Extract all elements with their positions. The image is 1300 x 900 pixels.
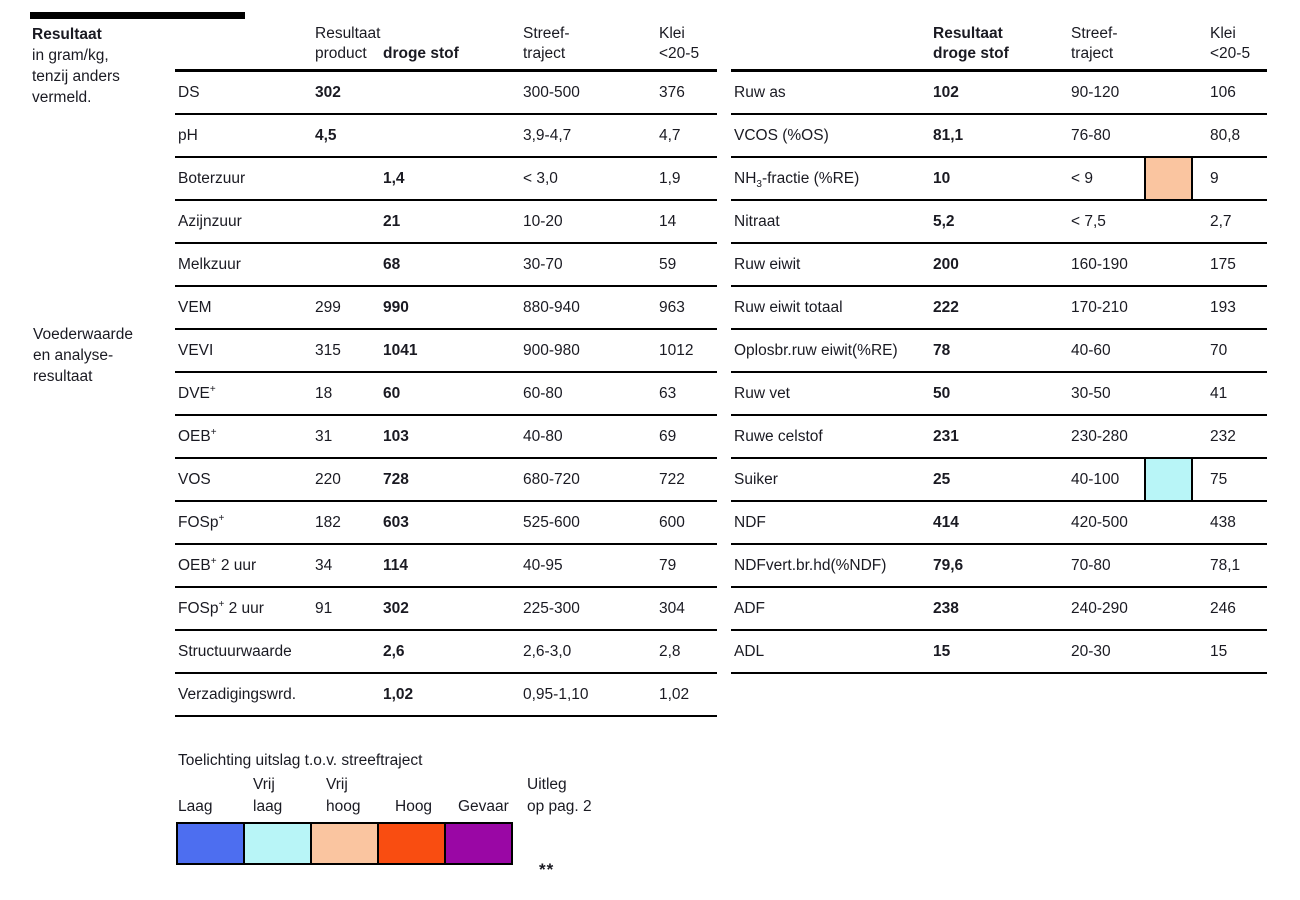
section-label-line: resultaat <box>33 368 93 385</box>
table-row <box>731 115 1267 158</box>
cell-klei: 2,7 <box>1210 213 1232 230</box>
column-header-streef: Streef- traject <box>1071 25 1118 62</box>
cell-klei: 175 <box>1210 256 1236 273</box>
cell-streef: 300-500 <box>523 84 580 101</box>
table-row <box>731 72 1267 115</box>
cell-streef: 230-280 <box>1071 428 1128 445</box>
cell-klei: 15 <box>1210 643 1228 660</box>
cell-klei: 438 <box>1210 514 1236 531</box>
cell-klei: 600 <box>659 514 685 531</box>
table-row <box>731 330 1267 373</box>
row-label: DS <box>178 84 200 101</box>
cell-product: 18 <box>315 385 333 402</box>
row-label: VEVI <box>178 342 214 359</box>
row-label: Melkzuur <box>178 256 241 273</box>
legend-labels <box>176 774 592 818</box>
cell-klei: 106 <box>1210 84 1236 101</box>
table-row <box>731 631 1267 674</box>
cell-droge: 990 <box>383 299 409 316</box>
cell-streef: 225-300 <box>523 600 580 617</box>
cell-klei: 304 <box>659 600 685 617</box>
cell-streef: 2,6-3,0 <box>523 643 572 660</box>
cell-klei: 722 <box>659 471 685 488</box>
cell-streef: 40-100 <box>1071 459 1193 500</box>
cell-streef: 10-20 <box>523 213 563 230</box>
row-label: Ruw as <box>734 84 786 101</box>
cell-result: 222 <box>933 299 959 316</box>
row-label: DVE+ <box>178 383 216 402</box>
table-row <box>731 158 1267 201</box>
cell-product <box>315 674 383 715</box>
cell-droge: 1,02 <box>383 686 414 703</box>
row-label: Ruw vet <box>734 385 790 402</box>
cell-result: 231 <box>933 428 959 445</box>
cell-streef: 40-95 <box>523 557 563 574</box>
table-row <box>175 244 717 287</box>
row-label: Ruw eiwit <box>734 256 801 273</box>
table-row <box>731 287 1267 330</box>
table-row <box>175 631 717 674</box>
left-results-table <box>175 10 717 717</box>
cell-product <box>315 158 383 199</box>
cell-streef: 40-60 <box>1071 342 1111 359</box>
row-label: FOSp+ 2 uur <box>178 598 264 617</box>
cell-klei: 246 <box>1210 600 1236 617</box>
table-row <box>175 158 717 201</box>
cell-streef: 900-980 <box>523 342 580 359</box>
column-header-droge: droge stof <box>383 45 459 62</box>
page-title: Resultaat <box>32 26 102 43</box>
cell-streef: < 9 <box>1071 158 1193 199</box>
table-row <box>175 416 717 459</box>
cell-droge <box>383 115 523 156</box>
column-header-streef: Streef- traject <box>523 25 570 62</box>
column-header-product: Resultaat product <box>315 25 381 62</box>
cell-streef: 60-80 <box>523 385 563 402</box>
cell-result: 25 <box>933 471 951 488</box>
cell-droge: 603 <box>383 514 409 531</box>
cell-result: 102 <box>933 84 959 101</box>
cell-klei: 78,1 <box>1210 557 1241 574</box>
section-label-line: en analyse- <box>33 347 114 364</box>
row-label: $NH_3$-fractie (%RE) <box>734 170 860 191</box>
legend <box>176 750 592 879</box>
row-label: NDFvert.br.hd(%NDF) <box>734 557 887 574</box>
row-label: Ruwe celstof <box>734 428 823 445</box>
cell-streef: 20-30 <box>1071 643 1111 660</box>
column-header-klei: Klei <20-5 <box>659 25 700 62</box>
page-subtitle-line: vermeld. <box>32 89 92 106</box>
legend-label: Laag <box>178 798 213 815</box>
cell-klei: 4,7 <box>659 127 681 144</box>
table-header-row <box>731 10 1267 72</box>
cell-result: 414 <box>933 514 959 531</box>
table-row <box>175 115 717 158</box>
row-label: NDF <box>734 514 766 531</box>
cell-droge: 1041 <box>383 342 418 359</box>
legend-extra-label: Uitleg op pag. 2 <box>527 776 592 815</box>
column-header-label <box>731 10 933 69</box>
cell-product <box>315 201 383 242</box>
table-row <box>731 373 1267 416</box>
cell-droge <box>383 72 523 113</box>
row-label: Ruw eiwit totaal <box>734 299 843 316</box>
cell-streef: 40-80 <box>523 428 563 445</box>
section-label <box>33 324 133 387</box>
table-row <box>175 502 717 545</box>
row-label: Azijnzuur <box>178 213 242 230</box>
row-label: Nitraat <box>734 213 780 230</box>
row-label: Boterzuur <box>178 170 246 187</box>
table-row <box>175 373 717 416</box>
cell-result: 50 <box>933 385 951 402</box>
legend-swatch-gevaar <box>444 822 513 865</box>
cell-droge: 68 <box>383 256 401 273</box>
cell-streef: 420-500 <box>1071 514 1128 531</box>
legend-note-asterisks: ** <box>539 860 555 879</box>
status-flag-vrij-laag <box>1144 457 1193 502</box>
table-row <box>731 459 1267 502</box>
cell-streef: 680-720 <box>523 471 580 488</box>
legend-swatch-laag <box>176 822 245 865</box>
cell-result: 10 <box>933 170 951 187</box>
cell-product: 182 <box>315 514 341 531</box>
table-row <box>731 502 1267 545</box>
cell-streef: 76-80 <box>1071 127 1111 144</box>
legend-swatch-hoog <box>310 822 379 865</box>
cell-klei: 2,8 <box>659 643 681 660</box>
page-subtitle-line: in gram/kg, <box>32 47 109 64</box>
cell-droge: 302 <box>383 600 409 617</box>
cell-klei: 80,8 <box>1210 127 1241 144</box>
row-label: Structuurwaarde <box>178 643 292 660</box>
cell-klei: 232 <box>1210 428 1236 445</box>
cell-klei: 14 <box>659 213 677 230</box>
cell-klei: 963 <box>659 299 685 316</box>
column-header-klei: Klei <20-5 <box>1210 25 1251 62</box>
cell-product: 302 <box>315 84 341 101</box>
cell-streef: 880-940 <box>523 299 580 316</box>
cell-product <box>315 244 383 285</box>
cell-droge: 1,4 <box>383 170 405 187</box>
row-label: Oplosbr.ruw eiwit(%RE) <box>734 342 898 359</box>
cell-klei: 376 <box>659 84 685 101</box>
table-row <box>175 588 717 631</box>
cell-klei: 63 <box>659 385 677 402</box>
table-row <box>175 459 717 502</box>
row-label: VCOS (%OS) <box>734 127 829 144</box>
cell-klei: 1012 <box>659 342 694 359</box>
cell-result: 200 <box>933 256 959 273</box>
cell-streef: 3,9-4,7 <box>523 127 572 144</box>
cell-streef: 240-290 <box>1071 600 1128 617</box>
table-row <box>175 201 717 244</box>
cell-result: 238 <box>933 600 959 617</box>
table-row <box>731 588 1267 631</box>
table-row <box>175 330 717 373</box>
legend-swatch-laag <box>243 822 312 865</box>
page-subtitle-line: tenzij anders <box>32 68 120 85</box>
table-row <box>731 545 1267 588</box>
cell-droge: 728 <box>383 471 409 488</box>
column-header-result: Resultaat droge stof <box>933 25 1009 62</box>
table-row <box>731 416 1267 459</box>
cell-klei: 69 <box>659 428 677 445</box>
status-flag-vrij-hoog <box>1144 156 1193 201</box>
cell-product: 4,5 <box>315 127 337 144</box>
legend-swatches <box>176 822 592 865</box>
row-label: Suiker <box>734 471 778 488</box>
legend-label: Vrij laag <box>253 776 283 815</box>
right-results-table <box>731 10 1267 674</box>
cell-result: 5,2 <box>933 213 955 230</box>
cell-streef: 30-70 <box>523 256 563 273</box>
table-row <box>731 244 1267 287</box>
cell-klei: 41 <box>1210 385 1228 402</box>
cell-result: 81,1 <box>933 127 964 144</box>
legend-label: Hoog <box>395 798 433 815</box>
cell-product: 34 <box>315 557 333 574</box>
cell-product <box>315 631 383 672</box>
table-row <box>175 72 717 115</box>
row-label: VOS <box>178 471 211 488</box>
table-row <box>175 545 717 588</box>
row-label: VEM <box>178 299 212 316</box>
table-row <box>175 287 717 330</box>
cell-droge: 60 <box>383 385 401 402</box>
row-label: pH <box>178 127 198 144</box>
legend-title: Toelichting uitslag t.o.v. streeftraject <box>178 752 423 769</box>
table-row <box>731 201 1267 244</box>
cell-klei: 193 <box>1210 299 1236 316</box>
cell-klei: 75 <box>1210 471 1228 488</box>
cell-streef: < 7,5 <box>1071 213 1106 230</box>
cell-product: 315 <box>315 342 341 359</box>
cell-klei: 9 <box>1210 170 1219 187</box>
legend-swatch-hoog <box>377 822 446 865</box>
cell-droge: 103 <box>383 428 409 445</box>
cell-streef: 90-120 <box>1071 84 1120 101</box>
legend-label: Vrij hoog <box>326 776 361 815</box>
table-row <box>175 674 717 717</box>
row-label: OEB+ 2 uur <box>178 555 257 574</box>
cell-product: 220 <box>315 471 341 488</box>
cell-droge: 21 <box>383 213 401 230</box>
cell-klei: 1,02 <box>659 686 690 703</box>
table-header-row <box>175 10 717 72</box>
row-label: ADL <box>734 643 765 660</box>
cell-droge: 2,6 <box>383 643 405 660</box>
cell-streef: 170-210 <box>1071 299 1128 316</box>
cell-klei: 1,9 <box>659 170 681 187</box>
cell-streef: < 3,0 <box>523 170 558 187</box>
cell-product: 31 <box>315 428 333 445</box>
row-label: ADF <box>734 600 765 617</box>
row-label: FOSp+ <box>178 512 225 531</box>
cell-streef: 160-190 <box>1071 256 1128 273</box>
cell-klei: 59 <box>659 256 677 273</box>
cell-product: 299 <box>315 299 341 316</box>
cell-klei: 70 <box>1210 342 1228 359</box>
cell-streef: 525-600 <box>523 514 580 531</box>
page-title-block <box>32 24 120 108</box>
row-label: Verzadigingswrd. <box>178 686 297 703</box>
section-label-line: Voederwaarde <box>33 326 133 343</box>
cell-streef: 70-80 <box>1071 557 1111 574</box>
legend-label: Gevaar <box>458 798 509 815</box>
cell-result: 15 <box>933 643 951 660</box>
row-label: OEB+ <box>178 426 217 445</box>
cell-product: 91 <box>315 600 333 617</box>
column-header-label <box>175 10 315 69</box>
cell-streef: 30-50 <box>1071 385 1111 402</box>
cell-droge: 114 <box>383 557 409 574</box>
cell-streef: 0,95-1,10 <box>523 686 589 703</box>
cell-result: 78 <box>933 342 951 359</box>
cell-result: 79,6 <box>933 557 964 574</box>
cell-klei: 79 <box>659 557 677 574</box>
